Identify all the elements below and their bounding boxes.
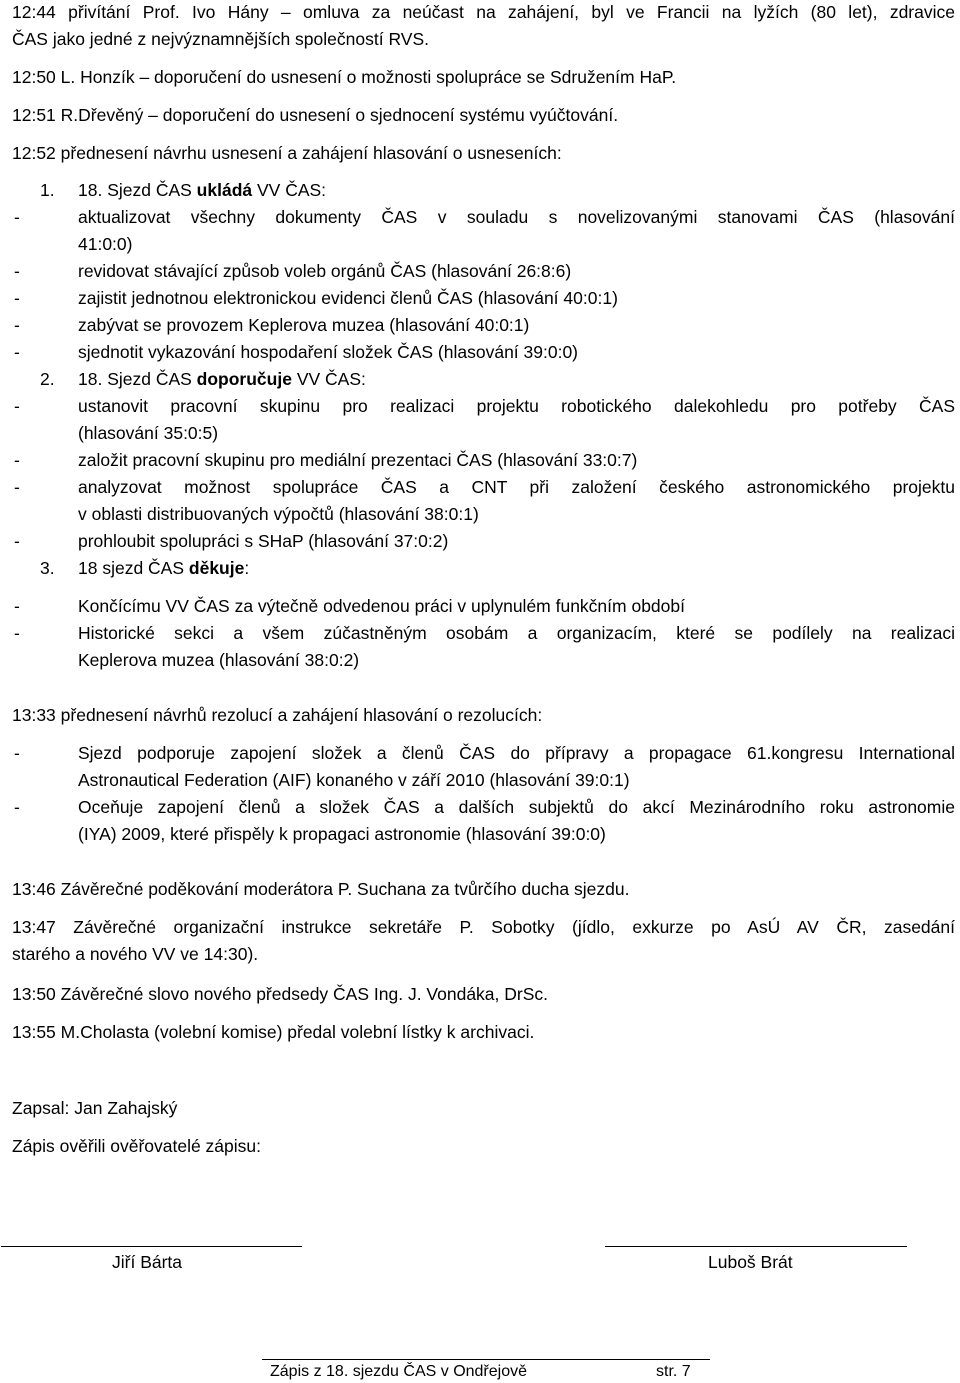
- resolutions-heading: 13:33 přednesení návrhů rezolucí a zahájení hlasování o rezolucích:: [12, 705, 543, 725]
- recorded-by: Zapsal: Jan Zahajský: [12, 1098, 178, 1118]
- intro-line-4: 12:51 R.Dřevěný – doporučení do usnesení o sjednocení systému vyúčtování.: [12, 105, 619, 125]
- bullet-dash: -: [14, 450, 20, 470]
- intro-line-1: 12:44 přivítání Prof. Ivo Hány – omluva za neúčast na zahájení, byl ve Francii na lyžích (80 let), zdravice: [12, 2, 955, 22]
- resolution-2-item-2: založit pracovní skupinu pro mediální prezentaci ČAS (hlasování 33:0:7): [78, 450, 638, 470]
- page-number: str. 7: [656, 1363, 691, 1380]
- bullet-dash: -: [14, 315, 20, 335]
- resolution-2-item-3: analyzovat možnost spolupráce ČAS a CNT při založení českého astronomického projektu: [78, 477, 955, 497]
- closing-line-4: 13:55 M.Cholasta (volební komise) předal volební lístky k archivaci.: [12, 1022, 535, 1042]
- intro-line-2: ČAS jako jedné z nejvýznamnějších společností RVS.: [12, 29, 429, 49]
- resolution-item-2-cont: (IYA) 2009, které přispěly k propagaci astronomie (hlasování 39:0:0): [78, 824, 606, 844]
- resolution-1-item-2: revidovat stávající způsob voleb orgánů ČAS (hlasování 26:8:6): [78, 261, 572, 281]
- resolution-2-item-1: ustanovit pracovní skupinu pro realizaci projektu robotického dalekohledu pro potřeby ČAS: [78, 396, 955, 416]
- signature-line-2: [605, 1246, 907, 1247]
- bullet-dash: -: [14, 743, 20, 763]
- resolution-2-item-1-cont: (hlasování 35:0:5): [78, 423, 219, 443]
- bullet-dash: -: [14, 531, 20, 551]
- resolution-item-1-cont: Astronautical Federation (AIF) konaného v září 2010 (hlasování 39:0:1): [78, 770, 630, 790]
- resolution-1-item-1: aktualizovat všechny dokumenty ČAS v souladu s novelizovanými stanovami ČAS (hlasování: [78, 207, 955, 227]
- closing-line-1: 13:46 Závěrečné poděkování moderátora P. Suchana za tvůrčího ducha sjezdu.: [12, 879, 630, 899]
- resolution-2-heading: 18. Sjezd ČAS doporučuje VV ČAS:: [78, 369, 366, 389]
- resolution-1-item-4: zabývat se provozem Keplerova muzea (hlasování 40:0:1): [78, 315, 530, 335]
- bullet-dash: -: [14, 396, 20, 416]
- bullet-dash: -: [14, 288, 20, 308]
- resolution-1-item-1-cont: 41:0:0): [78, 234, 133, 254]
- closing-line-2: 13:47 Závěrečné organizační instrukce sekretáře P. Sobotky (jídlo, exkurze po AsÚ AV ČR, zasedání: [12, 917, 955, 937]
- signature-line-1: [1, 1246, 302, 1247]
- footer-title: Zápis z 18. sjezdu ČAS v Ondřejově: [270, 1363, 528, 1380]
- resolution-1-item-3: zajistit jednotnou elektronickou evidenci členů ČAS (hlasování 40:0:1): [78, 288, 618, 308]
- resolution-3-item-2-cont: Keplerova muzea (hlasování 38:0:2): [78, 650, 360, 670]
- resolution-1-item-5: sjednotit vykazování hospodaření složek ČAS (hlasování 39:0:0): [78, 342, 579, 362]
- resolution-2-number: 2.: [40, 369, 55, 389]
- bullet-dash: -: [14, 207, 20, 227]
- resolution-2-item-4: prohloubit spolupráci s SHaP (hlasování 37:0:2): [78, 531, 449, 551]
- verifier-2-name: Luboš Brát: [708, 1252, 793, 1272]
- bullet-dash: -: [14, 342, 20, 362]
- resolution-3-heading: 18 sjezd ČAS děkuje:: [78, 558, 250, 578]
- resolution-3-item-1: Končícímu VV ČAS za výtečně odvedenou práci v uplynulém funkčním období: [78, 596, 685, 616]
- bullet-dash: -: [14, 797, 20, 817]
- bullet-dash: -: [14, 596, 20, 616]
- closing-line-3: 13:50 Závěrečné slovo nového předsedy ČAS Ing. J. Vondáka, DrSc.: [12, 984, 549, 1004]
- resolution-item-2: Oceňuje zapojení členů a složek ČAS a dalších subjektů do akcí Mezinárodního roku astronomie: [78, 797, 955, 817]
- verification-note: Zápis ověřili ověřovatelé zápisu:: [12, 1136, 262, 1156]
- closing-line-2-cont: starého a nového VV ve 14:30).: [12, 944, 259, 964]
- resolution-3-number: 3.: [40, 558, 55, 578]
- resolution-3-item-2: Historické sekci a všem zúčastněným osobám a organizacím, které se podílely na realizaci: [78, 623, 955, 643]
- intro-line-3: 12:50 L. Honzík – doporučení do usnesení o možnosti spolupráce se Sdružením HaP.: [12, 67, 677, 87]
- resolution-1-number: 1.: [40, 180, 55, 200]
- resolution-2-item-3-cont: v oblasti distribuovaných výpočtů (hlasování 38:0:1): [78, 504, 479, 524]
- intro-line-5: 12:52 přednesení návrhu usnesení a zahájení hlasování o usneseních:: [12, 143, 562, 163]
- resolution-1-heading: 18. Sjezd ČAS ukládá VV ČAS:: [78, 180, 327, 200]
- bullet-dash: -: [14, 261, 20, 281]
- bullet-dash: -: [14, 477, 20, 497]
- resolution-item-1: Sjezd podporuje zapojení složek a členů ČAS do přípravy a propagace 61.kongresu International: [78, 743, 955, 763]
- footer-rule: [262, 1359, 710, 1360]
- verifier-1-name: Jiří Bárta: [112, 1252, 183, 1272]
- bullet-dash: -: [14, 623, 20, 643]
